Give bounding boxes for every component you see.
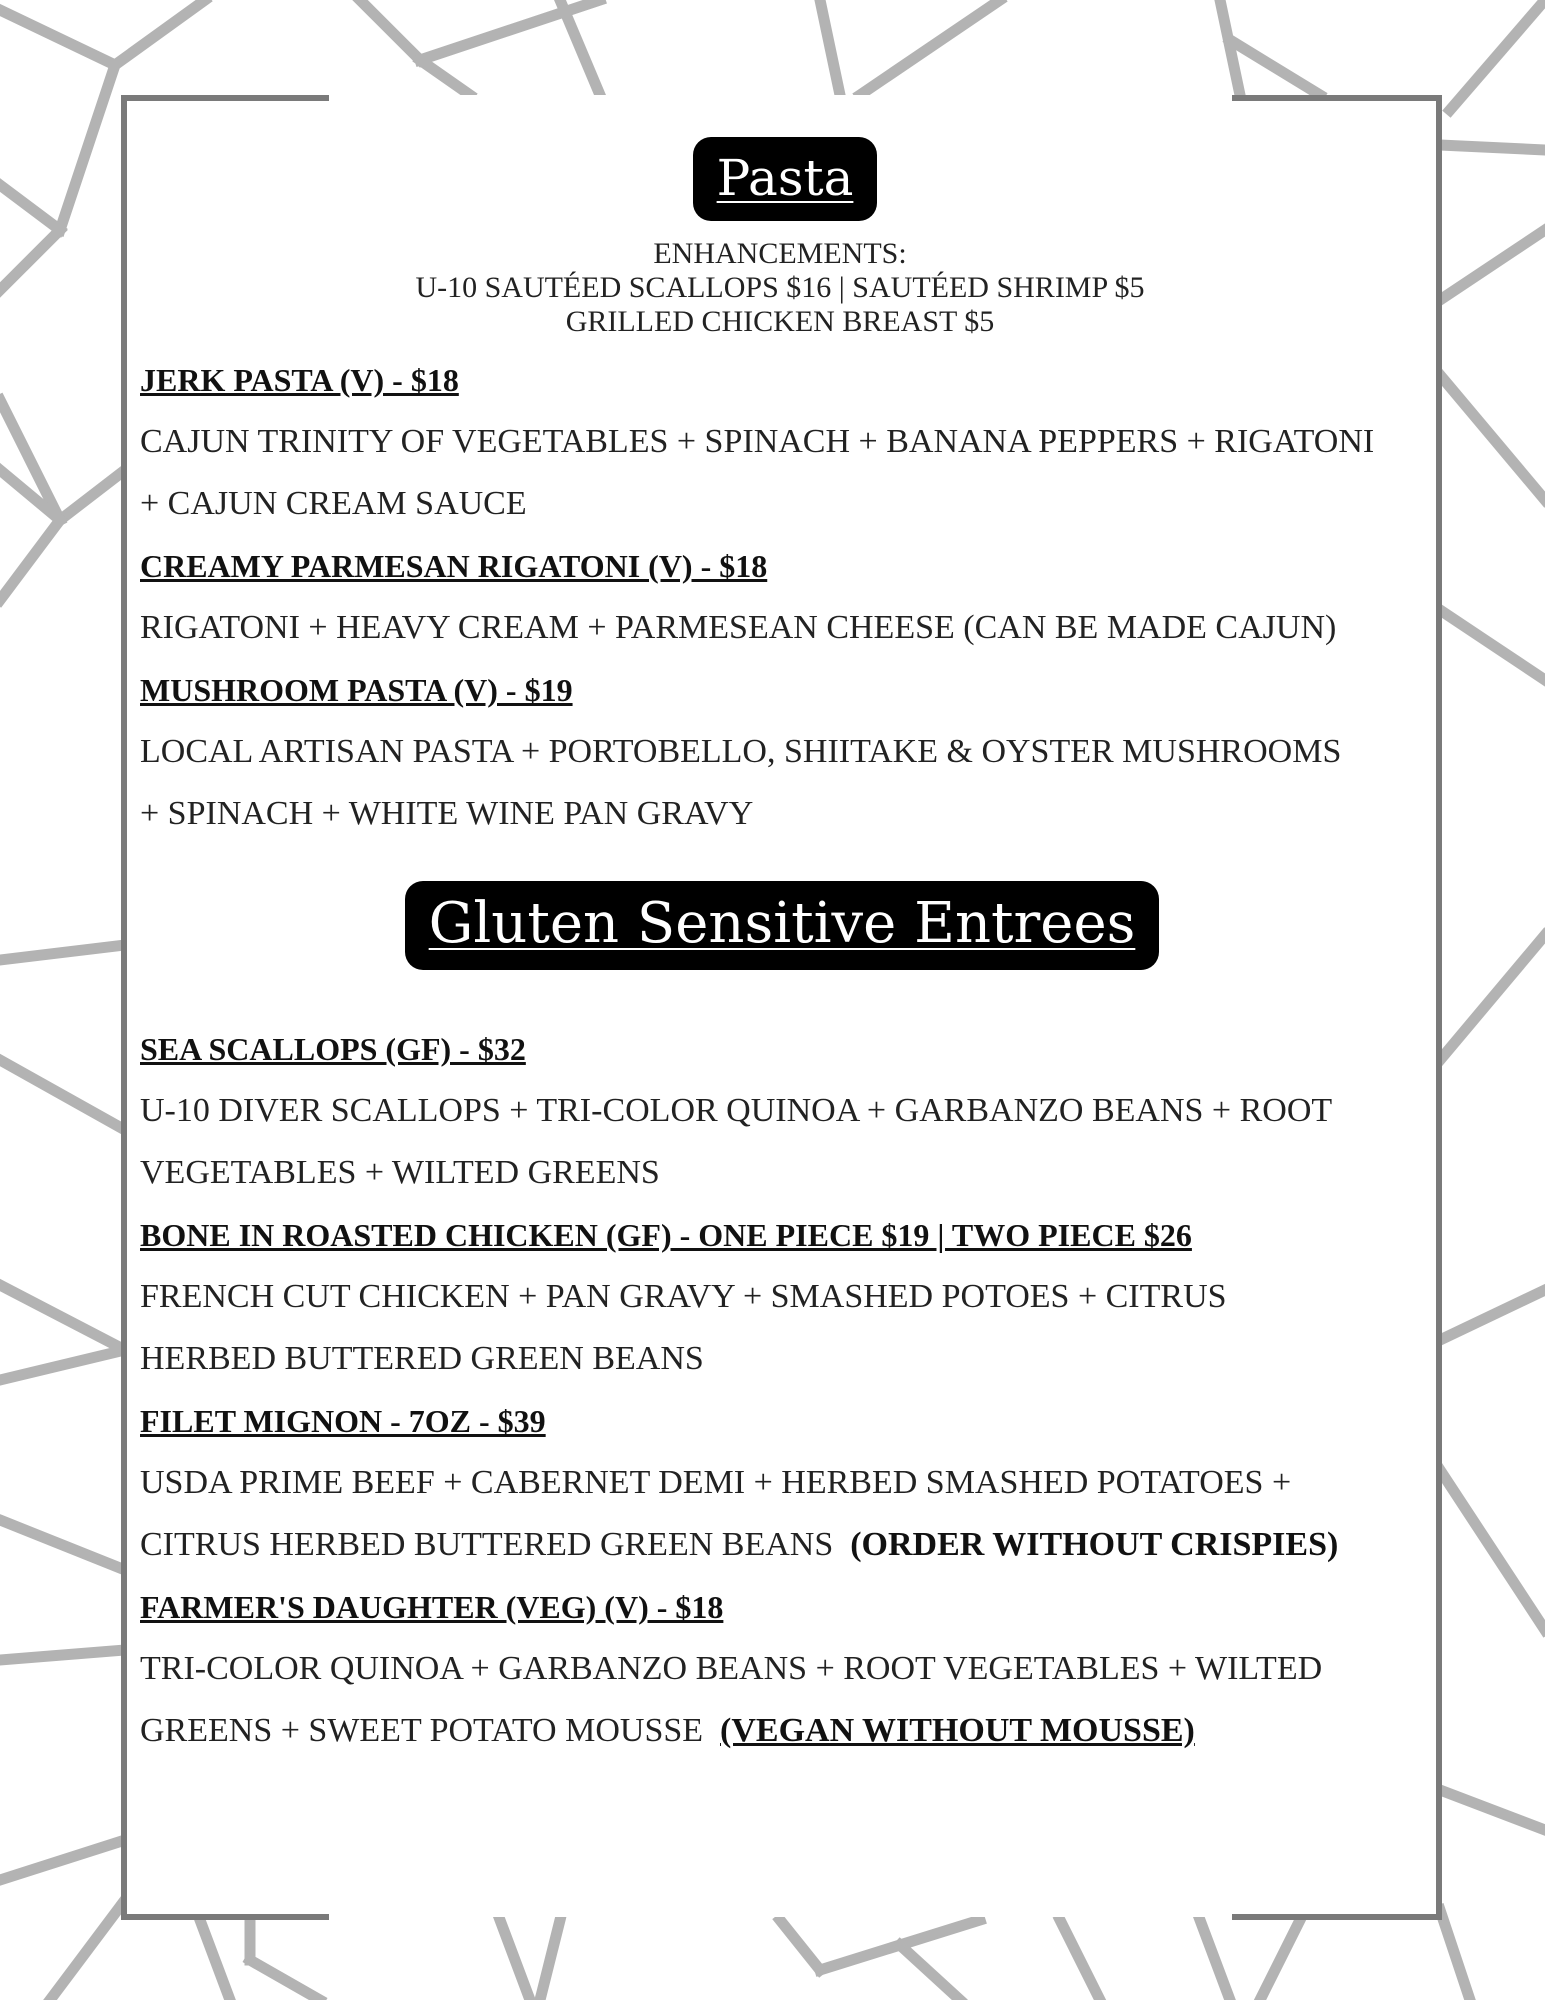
menu-item-title: FILET MIGNON - 7OZ - $39 xyxy=(140,1403,546,1439)
pasta-header-wrap xyxy=(140,137,1420,221)
menu-item-title: SEA SCALLOPS (GF) - $32 xyxy=(140,1031,526,1067)
menu-item-desc-line: U-10 DIVER SCALLOPS + TRI-COLOR QUINOA + GARBANZO BEANS + ROOT xyxy=(140,1092,1333,1129)
frame-bottom-right-border xyxy=(1232,1914,1442,1920)
pasta-enhancements xyxy=(140,237,1420,339)
menu-item-desc-line: HERBED BUTTERED GREEN BEANS xyxy=(140,1340,704,1377)
menu-item-desc-line: RIGATONI + HEAVY CREAM + PARMESEAN CHEESE (CAN BE MADE CAJUN) xyxy=(140,609,1337,646)
pasta-section-title: Pasta xyxy=(693,137,878,221)
enhancements-line: U-10 SAUTÉED SCALLOPS $16 | SAUTÉED SHRIMP $5 xyxy=(415,271,1145,304)
frame-left-border xyxy=(121,95,127,1920)
menu-item-desc-line xyxy=(140,1700,1420,1762)
menu-item-title: CREAMY PARMESAN RIGATONI (V) - $18 xyxy=(140,548,768,584)
menu-item-desc-line: VEGETABLES + WILTED GREENS xyxy=(140,1154,660,1191)
frame-right-border xyxy=(1436,95,1442,1920)
menu-item-desc-line: TRI-COLOR QUINOA + GARBANZO BEANS + ROOT VEGETABLES + WILTED xyxy=(140,1650,1323,1687)
menu-item-desc-line: + CAJUN CREAM SAUCE xyxy=(140,485,527,522)
menu-item-desc-text: GREENS + SWEET POTATO MOUSSE xyxy=(140,1712,704,1749)
enhancements-line: ENHANCEMENTS: xyxy=(653,237,907,270)
menu-item-title: JERK PASTA (V) - $18 xyxy=(140,362,459,398)
gluten-section-title: Gluten Sensitive Entrees xyxy=(405,881,1160,970)
enhancements-line: GRILLED CHICKEN BREAST $5 xyxy=(565,305,995,338)
frame-bottom-left-border xyxy=(121,1914,329,1920)
menu-item-desc-line: + SPINACH + WHITE WINE PAN GRAVY xyxy=(140,795,754,832)
menu-item-desc-text: CITRUS HERBED BUTTERED GREEN BEANS xyxy=(140,1526,834,1563)
menu-item-desc-line: LOCAL ARTISAN PASTA + PORTOBELLO, SHIITAKE & OYSTER MUSHROOMS xyxy=(140,733,1342,770)
menu-item-desc-line: USDA PRIME BEEF + CABERNET DEMI + HERBED SMASHED POTATOES + xyxy=(140,1464,1292,1501)
menu-content xyxy=(140,130,1420,1762)
frame-top-left-border xyxy=(121,95,329,101)
menu-item-title: BONE IN ROASTED CHICKEN (GF) - ONE PIECE $19 | TWO PIECE $26 xyxy=(140,1217,1192,1253)
gluten-header-wrap xyxy=(140,881,1420,970)
frame-top-right-border xyxy=(1232,95,1442,101)
menu-item-desc-line xyxy=(140,1514,1420,1576)
menu-item-title: MUSHROOM PASTA (V) - $19 xyxy=(140,672,573,708)
pasta-items xyxy=(140,349,1420,845)
menu-item-note: (VEGAN WITHOUT MOUSSE) xyxy=(720,1712,1195,1749)
menu-item-note: (ORDER WITHOUT CRISPIES) xyxy=(850,1526,1339,1563)
gluten-items xyxy=(140,1018,1420,1762)
menu-item-desc-line: CAJUN TRINITY OF VEGETABLES + SPINACH + BANANA PEPPERS + RIGATONI xyxy=(140,423,1375,460)
menu-item-desc-line: FRENCH CUT CHICKEN + PAN GRAVY + SMASHED POTOES + CITRUS xyxy=(140,1278,1227,1315)
menu-item-title: FARMER'S DAUGHTER (VEG) (V) - $18 xyxy=(140,1589,724,1625)
